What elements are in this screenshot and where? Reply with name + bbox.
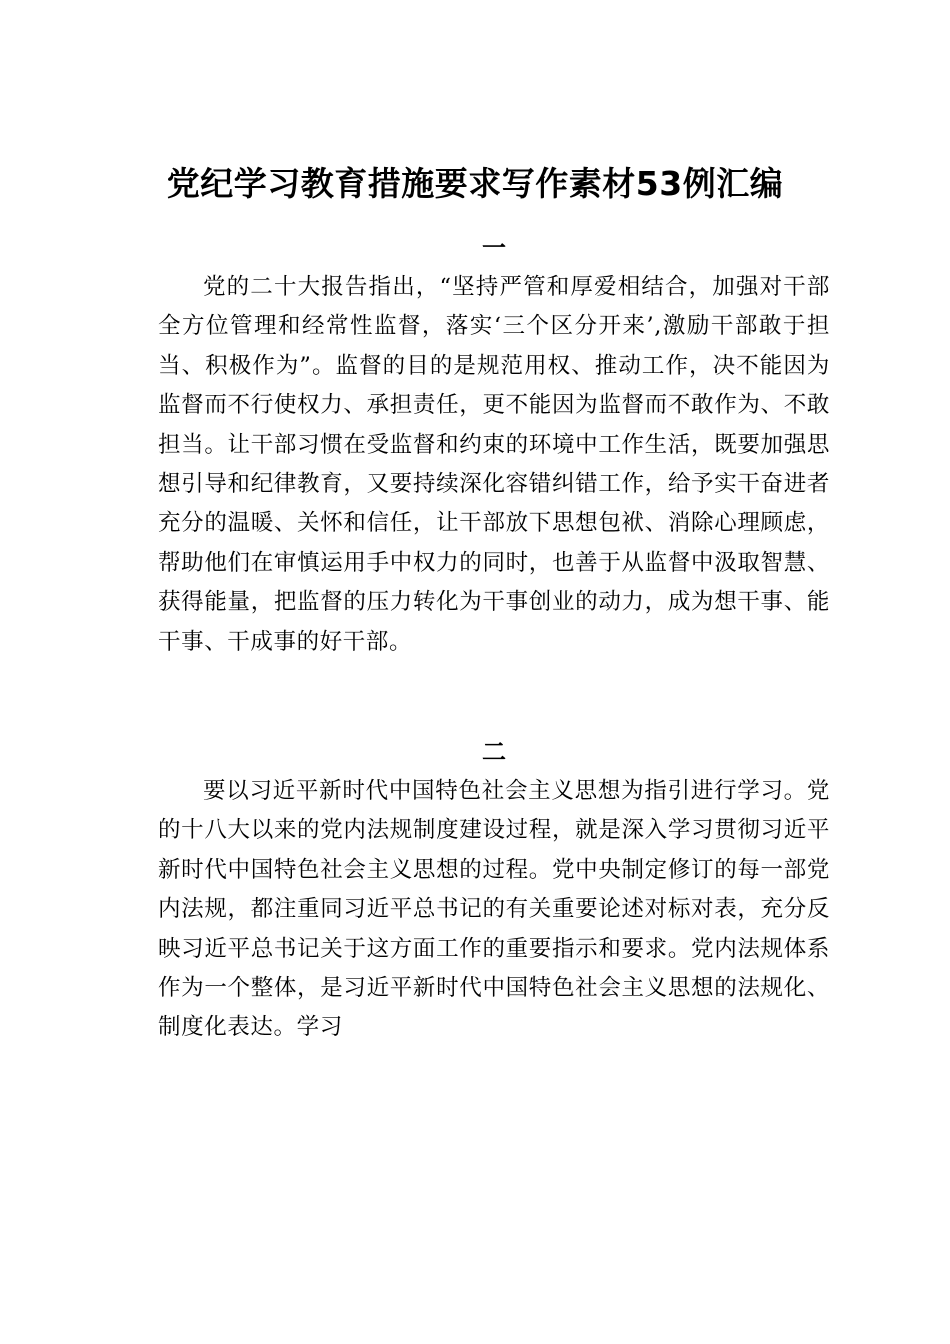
section-two — [158, 732, 830, 1048]
section-paragraph: 党的二十大报告指出，“坚持严管和厚爱相结合，加强对干部全方位管理和经常性监督，落实‘三个区分开来’,激励干部敢于担当、积极作为”。监督的目的是规范用权、推动工作，决不能因为监督而不行使权力、承担责任，更不能因为监督而不敢作为、不敢担当。让干部习惯在受监督和约束的环境中工作生活，既要加强思想引导和纪律教育，又要持续深化容错纠错工作，给予实干奋进者充分的温暖、关怀和信任，让干部放下思想包袱、消除心理顾虑，帮助他们在审慎运用手中权力的同时，也善于从监督中汲取智慧、获得能量，把监督的压力转化为干事创业的动力，成为想干事、能干事、干成事的好干部。 — [158, 274, 830, 655]
section-paragraph: 要以习近平新时代中国特色社会主义思想为指引进行学习。党的十八大以来的党内法规制度建设过程，就是深入学习贯彻习近平新时代中国特色社会主义思想的过程。党中央制定修订的每一部党内法规，都注重同习近平总书记的有关重要论述对标对表，充分反映习近平总书记关于这方面工作的重要指示和要求。党内法规体系作为一个整体，是习近平新时代中国特色社会主义思想的法规化、制度化表达。学习 — [158, 778, 830, 1041]
document-title: 党纪学习教育措施要求写作素材53例汇编 — [166, 164, 784, 203]
section-one — [158, 228, 830, 662]
section-heading: 一 — [482, 234, 506, 262]
section-heading: 二 — [482, 738, 506, 766]
